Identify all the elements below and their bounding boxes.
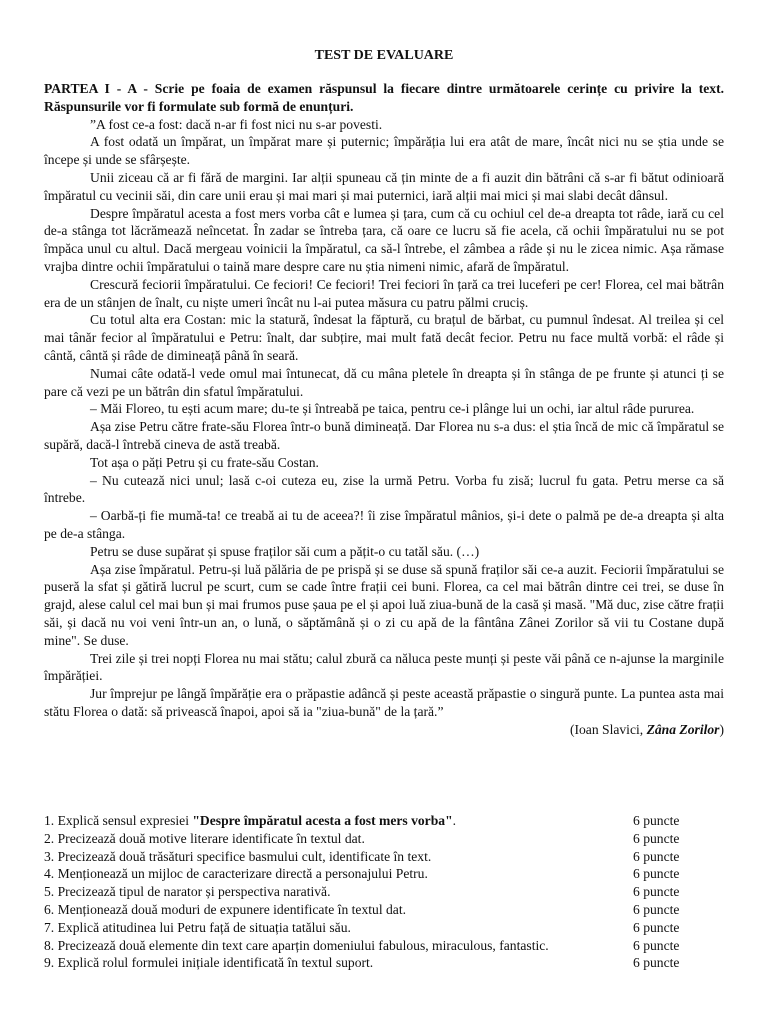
question-number: 8.	[44, 937, 55, 953]
question-points: 6 puncte	[633, 884, 680, 900]
question-points: 6 puncte	[633, 813, 680, 828]
work-title: Zâna Zorilor	[646, 721, 720, 737]
question-number: 7.	[44, 919, 55, 935]
paragraph: Așa zise Petru către frate-său Florea într-o bună dimineață. Dar Florea nu s-a dus: el știa încă de mic că împăratul se supără, dacă-l întrebă cineva de astă treabă.	[44, 419, 724, 452]
question-item	[44, 901, 724, 919]
paragraph: Jur împrejur pe lângă împărăție era o prăpastie adâncă și peste această prăpastie o singură punte. La puntea asta mai stătu Florea o dată: să privească înapoi, apoi să ia "ziua-bună" de la țară.”	[44, 686, 724, 719]
question-text: Precizează două trăsături specifice basmului cult, identificate în text.	[57, 848, 432, 864]
question-number: 2.	[44, 830, 55, 846]
question-number: 9.	[44, 955, 55, 971]
paragraph: Cu totul alta era Costan: mic la statură, îndesat la făptură, cu brațul de bărbat, cu pumnul îndesat. Al treilea și cel mai tânăr fecior al împăratului e Petru: înalt, dar subțire, mai mult fată decât fecior. Petru nu face multă vorbă: el râde și cântă, cântă și râde de dimineață până în seară.	[44, 312, 724, 363]
question-text: Precizează tipul de narator și perspectiva narativă.	[57, 884, 331, 900]
question-text: Explică sensul expresiei	[57, 813, 193, 828]
question-item	[44, 937, 724, 955]
paragraph: Unii ziceau că ar fi fără de margini. Iar alții spuneau că țin minte de a fi auzit din bătrâni că s-ar fi bătut odinioară împăratul cu vecinii săi, din care unii erau și mai mari și mai puternici, iară alții mai mici și mai slabi decât dânsul.	[44, 169, 724, 203]
paragraph: Tot așa o păți Petru și cu frate-său Costan.	[90, 454, 319, 470]
question-item	[44, 848, 724, 866]
story-text	[44, 116, 724, 721]
question-list	[44, 812, 724, 972]
question-text: Explică atitudinea lui Petru față de situația tatălui său.	[57, 919, 351, 935]
attribution	[44, 721, 724, 739]
question-text: Explică rolul formulei inițiale identificată în textul suport.	[57, 955, 374, 971]
text-section	[44, 80, 724, 738]
paragraph: Așa zise împăratul. Petru-și luă pălăria de pe prispă și se duse să spună fraților săi ce-a auzit. Feciorii împăratului se puseră la sfat și gătiră lucrul pe scurt, cum se cade între frații cei buni. Florea, ca cel mai bătrân dintre cei trei, se duse în grajd, alese calul cel mai bun și mai frumos puse șaua pe el și apoi luă ziua-bună de la casă și masă. "Mă duc, zise către frații săi, și dacă nu voi veni într-un an, o lună, o săptămână și o zi cu apă de la fântâna Zânei Zorilor să vii tu Costane după mine". Se duse.	[44, 561, 724, 648]
page-title: TEST DE EVALUARE	[314, 48, 454, 63]
question-item	[44, 812, 724, 830]
attribution-prefix: (Ioan Slavici,	[569, 721, 647, 737]
paragraph: A fost odată un împărat, un împărat mare și puternic; împărăția lui era atât de mare, încât nici nu se știa unde se începe și unde se sfârșește.	[44, 134, 724, 168]
question-emphasis: "Despre împăratul acesta a fost mers vorba"	[192, 813, 453, 828]
question-number: 1.	[44, 813, 55, 828]
question-item	[44, 830, 724, 848]
question-number: 6.	[44, 901, 55, 917]
question-points: 6 puncte	[633, 830, 680, 846]
question-text: Precizează două motive literare identificate în textul dat.	[57, 830, 365, 846]
paragraph: Numai câte odată-l vede omul mai întunecat, dă cu mâna pletele în dreapta și în stânga de pe frunte și atunci ți se pare că vezi pe un bătrân din sfatul împăratului.	[44, 365, 724, 399]
question-points: 6 puncte	[633, 955, 680, 971]
attribution-suffix: )	[719, 721, 724, 737]
question-number: 3.	[44, 848, 55, 864]
question-text-end: .	[452, 813, 457, 828]
paragraph: – Măi Floreo, tu ești acum mare; du-te și întreabă pe taica, pentru ce-i plânge lui un ochi, iar altul râde pururea.	[90, 401, 695, 417]
question-text: Precizează două elemente din text care aparțin domeniului fabulous, miraculous, fantastic.	[57, 937, 549, 953]
question-text: Menționează două moduri de expunere identificate în textul dat.	[57, 901, 407, 917]
question-item	[44, 865, 724, 883]
question-number: 4.	[44, 866, 55, 882]
question-points: 6 puncte	[633, 901, 680, 917]
paragraph: ”A fost ce-a fost: dacă n-ar fi fost nici nu s-ar povesti.	[90, 116, 383, 132]
question-points: 6 puncte	[633, 919, 680, 935]
paragraph: – Oarbă-ți fie mumă-ta! ce treabă ai tu de aceea?! îi zise împăratul mânios, și-i dete o palmă pe de-a dreapta și alta pe de-a stânga.	[44, 508, 724, 541]
paragraph: Despre împăratul acesta a fost mers vorba cât e lumea și țara, cum că cu ochiul cel de-a dreapta tot râde, iară cu cel de-a stânga tot lăcrămează neîncetat. În zadar se întreba țara, că oare ce lucru să fie acela, că ochii împăratului nu se pot împăca unul cu altul. Dacă mergeau voinicii la împăratul, ca să-l întrebe, el zâmbea a râde și nu le zicea nimic. Așa rămase vrajba dintre ochii împăratului o taină mare despre care nu știa nimeni nimic, afară de împăratul.	[44, 205, 724, 274]
question-points: 6 puncte	[633, 848, 680, 864]
paragraph: – Nu cutează nici unul; lasă c-oi cuteza eu, zise la urmă Petru. Vorba fu zisă; lucrul fu gata. Petru merse ca să întrebe.	[44, 472, 724, 506]
question-item	[44, 883, 724, 901]
paragraph: Trei zile și trei nopți Florea nu mai stătu; calul zbură ca năluca peste munți și peste văi până ce n-ajunse la marginile împărăției.	[44, 650, 724, 684]
question-points: 6 puncte	[633, 866, 680, 882]
question-item	[44, 954, 724, 972]
question-points: 6 puncte	[633, 937, 680, 953]
question-text: Menționează un mijloc de caracterizare directă a personajului Petru.	[57, 866, 428, 882]
paragraph: Petru se duse supărat și spuse fraților săi cum a pățit-o cu tatăl său. (…)	[90, 543, 480, 559]
question-number: 5.	[44, 884, 55, 900]
question-item	[44, 919, 724, 937]
paragraph: Crescură feciorii împăratului. Ce feciori! Ce feciori! Trei feciori în țară ca trei luceferi pe cer! Florea, cel mai bătrân era de un stânjen de înalt, cu niște umeri încât nu l-ai putea măsura cu patru pălmi cruciș.	[44, 276, 724, 310]
instruction-text: PARTEA I - A - Scrie pe foaia de examen răspunsul la fiecare dintre următoarele cerințe cu privire la text. Răspunsurile vor fi formulate sub formă de enunțuri.	[44, 81, 724, 114]
